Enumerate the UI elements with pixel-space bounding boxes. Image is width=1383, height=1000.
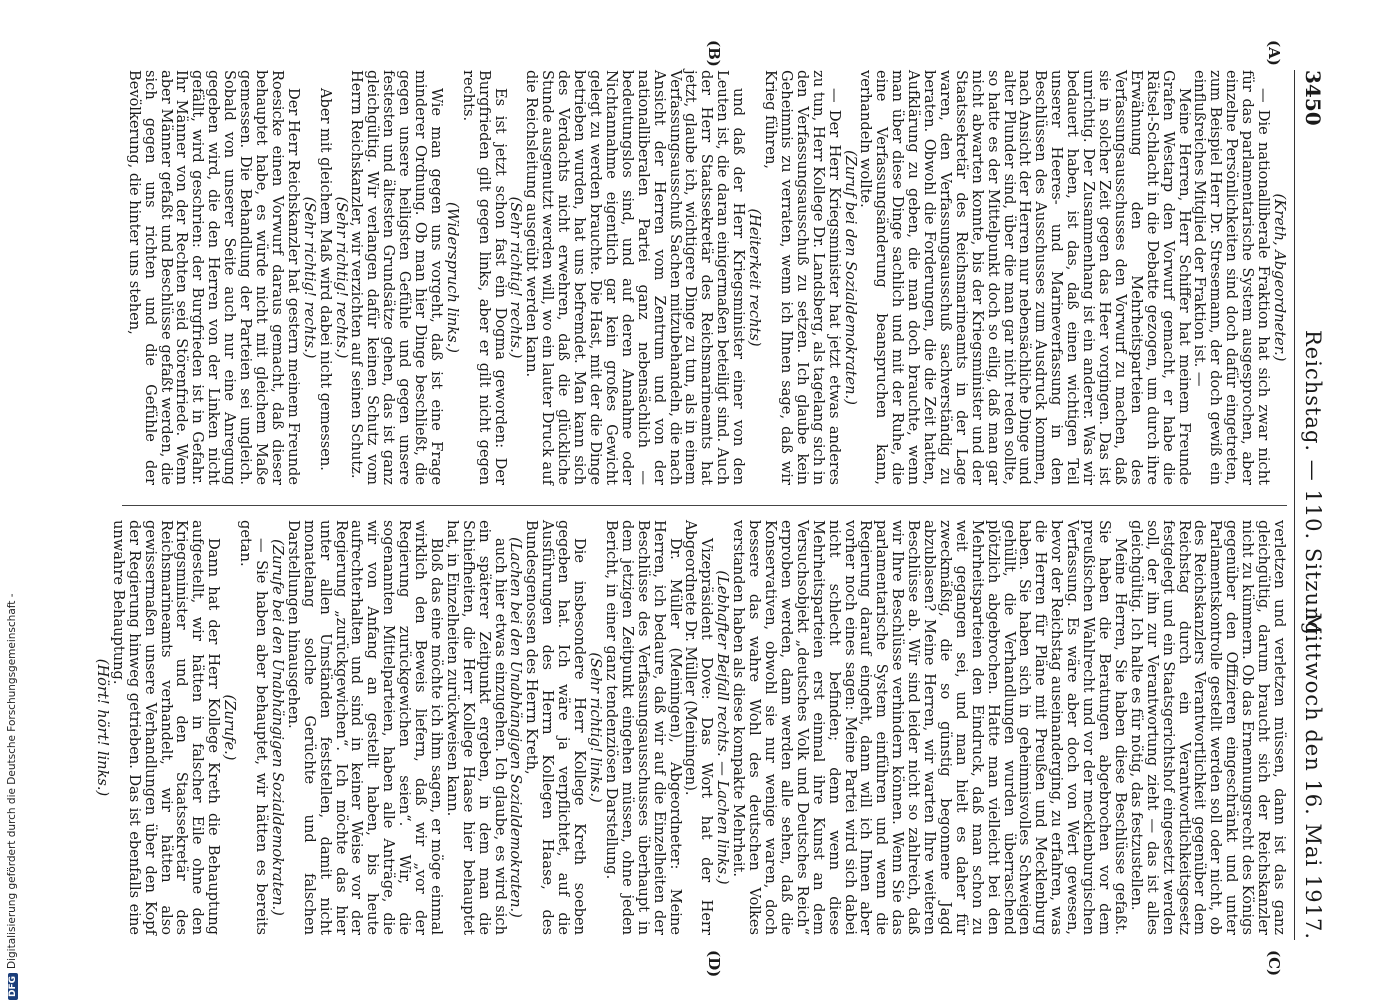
left-column-paragraph: — Der Herr Kriegsminister hat jetzt etwas anderes zu tun, Herr Kollege Dr. Landsberg, als tagelang sich in den Verfassungsausschuß zu setzen. Ich glaube kein Geheimnis zu verraten, wenn ich Ihnen sage, daß wir Krieg führen, xyxy=(762,70,843,485)
left-column-paragraph: (Sehr richtig! rechts.) xyxy=(332,196,350,359)
left-column-paragraph: (Zuruf bei den Sozialdemokraten.) xyxy=(841,150,859,405)
right-column-paragraph: Vizepräsident Dove: Das Wort hat der Herr Abgeordnete Dr. Müller (Meiningen). xyxy=(682,520,716,935)
right-column-paragraph: (Lachen bei den Unabhängigen Sozialdemokraten.) xyxy=(507,537,525,918)
left-column-paragraph: (Heiterkeit rechts) xyxy=(746,208,764,347)
right-column-paragraph: (Zurufe.) xyxy=(221,694,239,761)
left-column-paragraph: Meine Herren, Herr Schiffer hat meinem Freunde Grafen Westarp den Vorwurf gemacht, er habe die Rätsel-Schlacht in die Debatte gezogen, um durch ihre Erwähnung den Mehrheitsparteien des Verfassungsausschusses den Vorwurf zu machen, daß sie in solcher Zeit gegen das Heer vorgingen. Das ist unrichtig. Der Zusammenhang ist ein anderer. Was wir bedauert haben, ist das, daß einen wichtigen Teil unserer Heeres- und Marineverfassung in den Beschlüssen des Ausschusses zum Ausdruck kommen, nach Ansicht der Herren nur nebensächliche Dinge und alter Plunder sind, über die man gar nicht reden sollte, so hatte es der Mittelpunkt doch so eilig, daß man gar nicht abwarten konnte, bis der Kriegsminister und der Staatssekretär des Reichsmarineamts in der Lage waren, den Verfassungsausschuß sachverständig zu beraten. Obwohl die Forderungen, die die Zeit hatten, Aufklärung zu geben, die man doch brauchte, wenn man über diese Dinge sachlich und mit der Ruhe, die eine Verfassungsänderung beanspruchen kann, verhandeln wollte. xyxy=(857,70,1193,485)
running-header xyxy=(1295,70,1325,940)
footer-strip xyxy=(6,0,28,1000)
margin-mark-b: (B) xyxy=(705,40,723,67)
left-column-paragraph: Wie man gegen uns vorgeht, daß ist eine Frage minderer Ordnung. Ob man hier Dinge beschließt, die gegen unsere heiligsten Gefühle und gegen unsere festesten und ältesten Grundsätze gehen, das ist ganz gleichgültig. Wir verlangen dafür keinen Schutz vom Herrn Reichskanzler, wir verzichten auf seinen Schutz. xyxy=(348,70,445,485)
footer-text: Digitalisierung gefördert durch die Deutsche Forschungsgemeinschaft - xyxy=(6,593,18,969)
left-column-paragraph: (Sehr richtig! rechts.) xyxy=(507,196,525,359)
right-column-paragraph: Die insbesondere Herr Kollege Kreth soeben gegeben hat. Ich wäre ja verpflichtet, auf die Ausführungen des Herrn Kollegen Haase, des Bundesgenossen des Herrn Kreth, xyxy=(523,520,589,935)
right-column-paragraph: Bloß das eine möchte ich ihm sagen, er möge einmal wirklich den Beweis liefern, daß wir „vor der Regierung zurückgewichen seien“. Wir, die sogenannten Mittelparteien, haben alle Anträge, die wir von Anfang an gestellt haben, bis heute aufrechterhalten und sind in keiner Weise vor der Regierung „zurückgewichen“. Ich möchte das hier unter allen Umständen feststellen, damit nicht monatelang solche Gerüchte und falschen Darstellungen hinausgehen. xyxy=(284,520,445,935)
margin-mark-c: (C) xyxy=(1265,950,1283,977)
footer-text-line xyxy=(6,10,18,1000)
margin-mark-d: (D) xyxy=(705,950,723,978)
right-column-paragraph: verletzen und verletzen müssen, dann ist das ganz gleichgültig, darum braucht sich der Reichskanzler nicht zu kümmern. Ob das Ernennungsrecht des Königs gegenüber den Offizieren eingeschränkt und unter Parlamentskontrolle gestellt werden soll oder nicht, ob des Reichskanzlers Verantwortlichkeit gegenüber dem Reichstag durch ein Verantwortlichkeitsgesetz festgelegt und ein Staatsgerichtshof eingesetzt werden soll, der ihn zur Verantwortung zieht — das ist alles gleichgültig. Ich halte es für nötig, das festzustellen. xyxy=(1127,520,1288,935)
right-column-paragraph: (Hört! hört! links.) xyxy=(93,658,111,797)
left-column-paragraph: Der Herr Reichskanzler hat gestern meinem Freunde Roesicke einen Vorwurf daraus gemacht, daß dieser behauptet habe, es würde nicht mit gleichem Maße gemessen. Die Behandlung der Parteien sei ungleich. Sobald von unserer Seite auch nur eine Anregung gegeben wird, die den Herren von der Linken nicht gefällt, wird geschrien: der Burgfrieden ist in Gefahr. Ihr Männer von der Rechten seid Störenfriede. Wenn aber Männer gefaßt und Beschlüsse gefaßt werden, die sich gegen uns richten und die Gefühle der Bevölkerung, die hinter uns stehen, xyxy=(125,70,302,485)
left-column-paragraph: (Kreth, Abgeordneter.) xyxy=(1271,193,1288,362)
dfg-logo: DFG xyxy=(8,973,18,1000)
right-column-paragraph: (Lebhafter Beifall rechts. — Lachen links.) xyxy=(714,570,732,885)
right-column-paragraph: Meine Herren, Sie haben diese Beschlüsse gefaßt. Sie haben die Beratungen abgebrochen vor dem preußischen Wahlrecht und vor der mecklenburgischen Verfassung. Es wäre aber doch von Wert gewesen, bevor der Reichstag auseinanderging, zu erfahren, was die Herren für Pläne mit Preußen und Mecklenburg haben. Sie haben sich in geheimnisvolles Schweigen gehüllt, die Verhandlungen wurden überraschend plötzlich abgebrochen. Hatte man vielleicht bei den Mehrheitsparteien den Eindruck, daß man schon zu weit gegangen sei, und man hielt es daher für zweckmäßig, die so günstig begonnene Jagd abzublasen? Meine Herren, wir warten Ihre weiteren Beschlüsse ab. Wir sind leider nicht so zahlreich, daß wir Ihre Beschlüsse verhindern können. Wenn Sie das parlamentarische System einführen und wenn die Regierung darauf eingeht, dann will ich Ihnen aber vorher noch eines sagen: Meine Partei wird sich dabei nicht schlecht befinden; denn wenn diese Mehrheitsparteien erst einmal ihre Kunst an dem Versuchsobjekt „deutsches Volk und Deutsches Reich“ erproben werden, dann werden alle sehen, daß die Konservativen, obwohl sie nur wenige waren, doch bessere das wahre Wohl des deutschen Volkes verstanden haben als diese kompakte Mehrheit. xyxy=(730,520,1129,935)
header-rule xyxy=(1294,70,1295,940)
right-column-paragraph: — Sie haben aber behauptet, wir hätten es bereits getan. xyxy=(237,520,270,935)
header-title: Reichstag. — 110. Sitzung. xyxy=(1301,330,1325,644)
left-column-paragraph: (Widerspruch links.) xyxy=(443,202,461,353)
left-column-paragraph: Es ist jetzt schon fast ein Dogma geworden: Der Burgfrieden gilt gegen links, aber er gilt nicht gegen rechts. xyxy=(459,70,509,485)
right-column-paragraph: Dr. Müller (Meiningen), Abgeordneter: Meine Herren, ich bedaure, daß wir auf die Einzelheiten der Beschlüsse des Verfassungsausschusses überhaupt in dem jetzigen Zeitpunkt eingehen müssen, ohne jeden Bericht, in einer ganz tendenziösen Darstellung. xyxy=(602,520,684,935)
page-number: 3450 xyxy=(1301,70,1325,126)
left-column xyxy=(126,70,1287,485)
header-date: Mittwoch den 16. Mai 1917. xyxy=(1301,612,1325,940)
right-column xyxy=(94,520,1287,935)
right-column-paragraph: auch hier etwas einzugehen. Ich glaube, es wird sich ein späterer Zeitpunkt ergeben, in dem man die Schiefheiten, die Herr Kollege Haase hier behauptet hat, in Einzelheiten zurückweisen kann. xyxy=(443,520,509,935)
right-column-paragraph: Dann hat der Herr Kollege Kreth die Behauptung aufgestellt, wir hätten in falscher Eile ohne den Kriegsminister und den Staatssekretär des Reichsmarineamts verhandelt, wir hätten also gewissermaßen unsere Verhandlungen über den Kopf der Regierung hinweg getrieben. Das ist ebenfalls eine unwahre Behauptung. xyxy=(109,520,223,935)
column-divider xyxy=(122,505,1287,506)
margin-mark-a: (A) xyxy=(1265,40,1283,66)
left-column-paragraph: — Die nationalliberale Fraktion hat sich zwar nicht für das parlamentarische System ausgesprochen, aber einzelne Persönlichkeiten sind doch dafür eingetreten, zum Beispiel Herr Dr. Stresemann, der doch gewiß ein einflußreiches Mitglied der Fraktion ist. — xyxy=(1191,70,1273,485)
left-column-paragraph: und daß der Herr Kriegsminister einer von den Leuten ist, die daran einigermaßen beteiligt sind. Auch der Herr Staatssekretär des Reichsmarineamts hat jetzt, glaube ich, wichtigere Dinge zu tun, als in einem Verfassungsausschuß Sachen mitzubehandeln, die nach Ansicht der Herren vom Zentrum und von der nationalliberalen Partei ganz nebensächlich — bedeutungslos sind, und auf deren Annahme oder Nichtannahme eigentlich gar kein großes Gewicht gelegt zu werden brauchte. Die Hast, mit der die Dinge betrieben wurden, hat uns befremdet. Man kann sich des Verdachts nicht erwehren, daß die glückliche Stunde ausgenutzt werden will, wo ein lauter Druck auf die Reichsleitung ausgeübt werden kann. xyxy=(523,70,748,485)
right-column-paragraph: (Zurufe bei den Unabhängigen Sozialdemokraten.) xyxy=(268,539,286,916)
left-column-paragraph: Aber mit gleichem Maß wird dabei nicht gemessen. xyxy=(316,88,334,471)
left-column-paragraph: (Sehr richtig! rechts.) xyxy=(300,196,318,359)
right-column-paragraph: (Sehr richtig! links.) xyxy=(587,652,605,803)
